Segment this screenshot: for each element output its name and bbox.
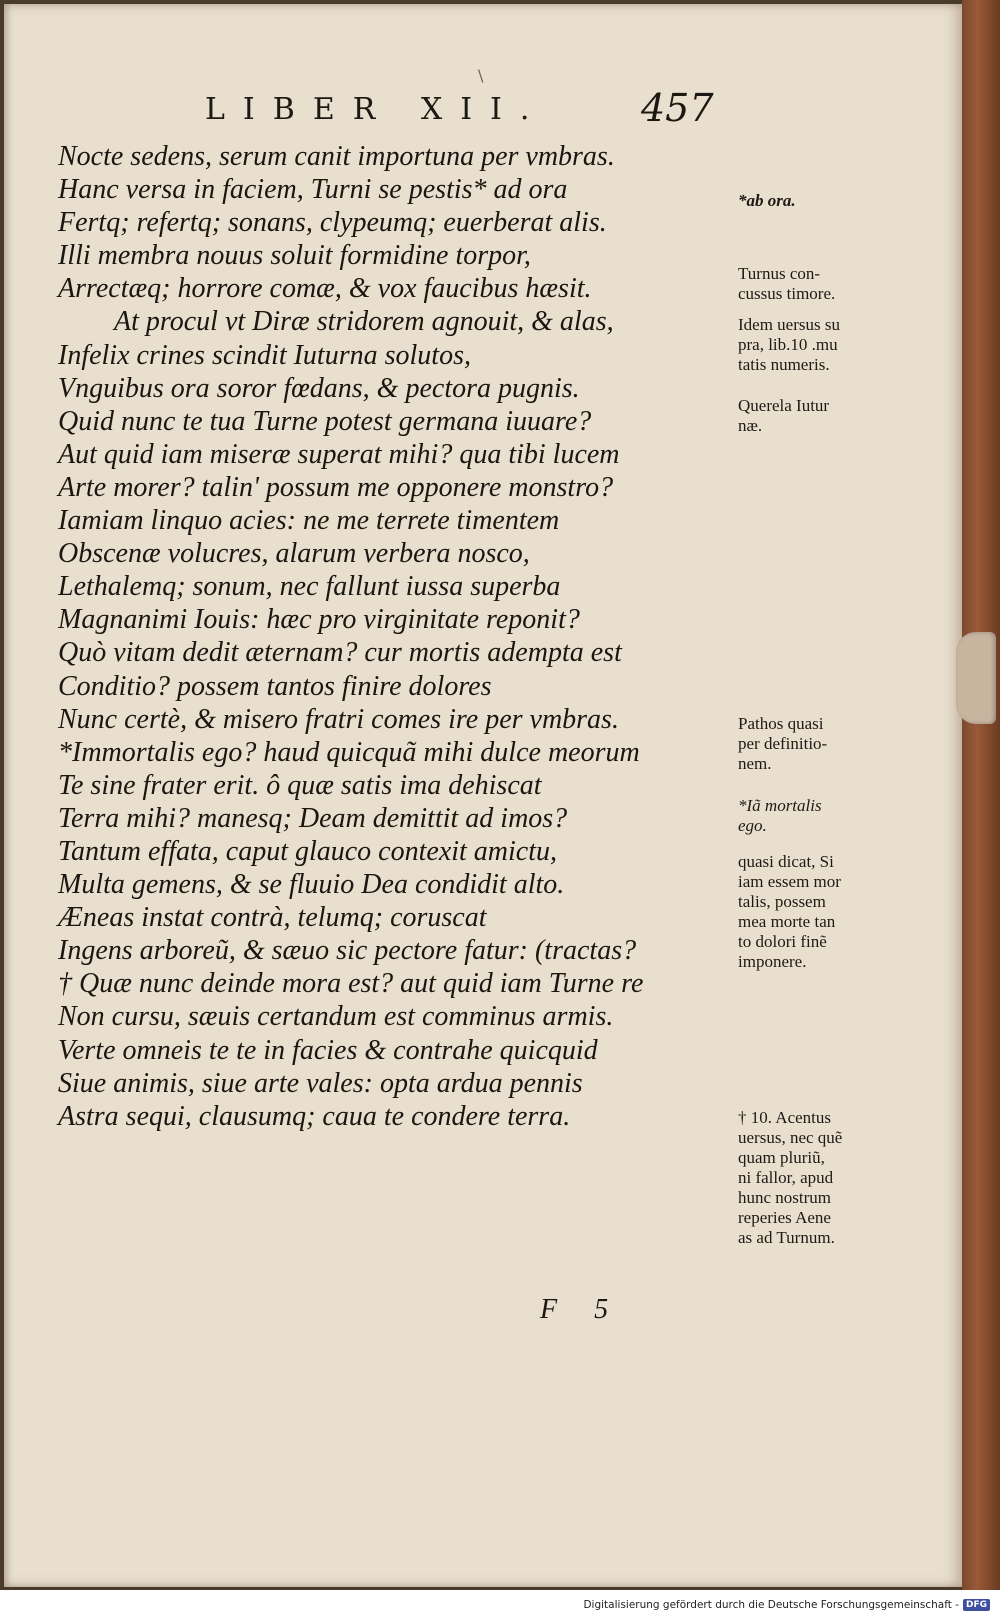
credit-text: Digitalisierung gefördert durch die Deutsche Forschungsgemeinschaft - [583, 1599, 959, 1611]
verse-line: Obscenæ volucres, alarum verbera nosco, [58, 538, 530, 570]
verse-line: Terra mihi? manesq; Deam demittit ad imos? [58, 802, 568, 834]
verse-line: Vnguibus ora soror fœdans, & pectora pugnis. [58, 372, 580, 404]
verse-line: Quid nunc te tua Turne potest germana iuuare? [58, 405, 592, 437]
verse-line: Ingens arboreũ, & sæuo sic pectore fatur: (tractas? [58, 935, 637, 967]
running-title: LIBER XII. [205, 92, 548, 127]
verse-line: Infelix crines scindit Iuturna solutos, [58, 339, 471, 371]
verse-line: Tantum effata, caput glauco contexit amictu, [58, 835, 558, 867]
verse-line: At procul vt Diræ stridorem agnouit, & alas, [114, 306, 614, 338]
verse-line: Lethalemq; sonum, nec fallunt iussa superba [58, 571, 561, 603]
margin-note-acentus: † 10. Acentus uersus, nec quẽ quam pluriũ, ni fallor, apud hunc nostrum reperies Aene as ad Turnum. [738, 1108, 843, 1247]
book-fore-edge [962, 0, 1000, 1590]
verse-line: Te sine frater erit. ô quæ satis ima dehiscat [58, 769, 542, 801]
page-header [205, 86, 725, 142]
margin-note-quasi-dicat: quasi dicat, Si iam essem mor talis, possem mea morte tan to dolori finẽ imponere. [738, 852, 841, 971]
verse-line: Aut quid iam miseræ superat mihi? qua tibi lucem [58, 438, 620, 470]
ink-speck: \ [478, 66, 484, 85]
verse-line: Astra sequi, clausumq; caua te condere terra. [58, 1100, 571, 1132]
verse-line: Nunc certè, & misero fratri comes ire per vmbras. [58, 703, 619, 735]
dfg-logo-icon: DFG [963, 1599, 990, 1611]
verse-line: Arrectæq; horrore comæ, & vox faucibus hæsit. [58, 273, 592, 305]
verse-line: Æneas instat contrà, telumq; coruscat [58, 902, 487, 934]
verse-line: Nocte sedens, serum canit importuna per vmbras. [58, 141, 615, 172]
verse-line: Conditio? possem tantos finire dolores [58, 670, 492, 702]
verse-line: Hanc versa in faciem, Turni se pestis* ad ora [58, 174, 568, 206]
margin-note-mortalis: *Iã mortalis ego. [738, 796, 822, 835]
margin-note-variant: *ab ora. [738, 191, 796, 210]
margin-note-turnus: Turnus con- cussus timore. [738, 264, 836, 303]
verse-line: *Immortalis ego? haud quicquã mihi dulce meorum [58, 736, 640, 768]
verse-line: Quò vitam dedit æternam? cur mortis adempta est [58, 637, 622, 669]
margin-note-idem-versus: Idem uersus su pra, lib.10 .mu tatis numeris. [738, 315, 840, 374]
verse-line: Arte morer? talin' possum me opponere monstro? [58, 471, 614, 503]
margin-note-pathos: Pathos quasi per definitio- nem. [738, 714, 828, 773]
verse-line: Multa gemens, & se fluuio Dea condidit alto. [58, 869, 565, 901]
verse-block [58, 140, 728, 1133]
margin-note-querela: Querela Iutur næ. [738, 396, 830, 435]
verse-line: Iamiam linquo acies: ne me terrete timentem [58, 505, 560, 537]
verse-line: Magnanimi Iouis: hæc pro virginitate reponit? [58, 604, 580, 636]
verse-line: Non cursu, sæuis certandum est comminus armis. [58, 1001, 614, 1033]
verse-line: Fertq; refertq; sonans, clypeumq; euerberat alis. [58, 207, 607, 239]
verse-line: Illi membra nouus soluit formidine torpor, [58, 240, 531, 272]
page-number: 457 [641, 86, 714, 130]
signature-mark: F 5 [540, 1294, 609, 1325]
verse-line: Siue animis, siue arte vales: opta ardua pennis [58, 1067, 583, 1099]
page-tab-marker [956, 632, 996, 724]
verse-line: Verte omneis te te in facies & contrahe quicquid [58, 1034, 598, 1066]
verse-line: † Quæ nunc deinde mora est? aut quid iam Turne re [58, 968, 644, 1000]
digitization-credit [583, 1596, 990, 1614]
